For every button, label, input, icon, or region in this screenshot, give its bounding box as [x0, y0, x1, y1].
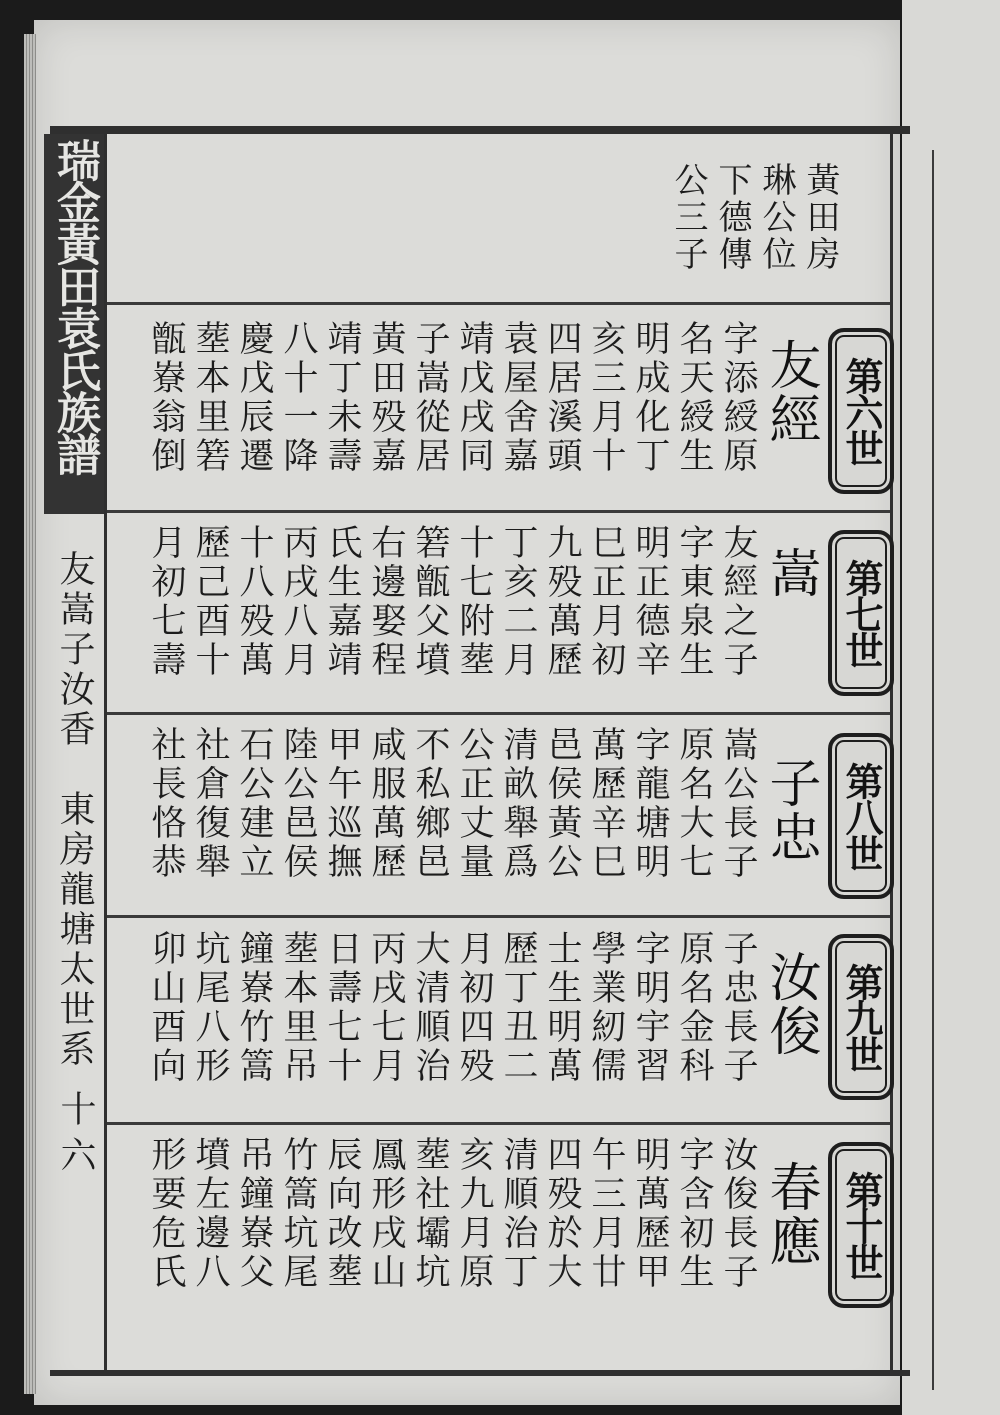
entry-column: 亥九月原 [454, 1136, 494, 1292]
entry-column: 月初七壽 [146, 524, 186, 680]
header-note-line: 琳公位 [756, 162, 796, 273]
person-name: 嵩 [760, 546, 820, 600]
row-divider [107, 915, 890, 918]
generation-badge: 第六世 [828, 328, 894, 494]
entry-column: 字東泉生 [674, 524, 714, 680]
entry-column: 吊鐘嶚父 [234, 1136, 274, 1292]
entry-column: 巳正月初 [586, 524, 626, 680]
header-note-line: 下德傳 [712, 162, 752, 273]
entry-column: 四殁於大 [542, 1136, 582, 1292]
entry-column: 慶戊辰遷 [234, 320, 274, 476]
margin-entry: 友嵩子汝香 [54, 550, 95, 750]
book-title: 瑞金黃田袁氏族譜 [49, 138, 100, 474]
entry-column: 丙戌七月 [366, 930, 406, 1086]
entry-column: 墳左邊八 [190, 1136, 230, 1292]
header-note [666, 162, 842, 273]
person-name: 春應 [760, 1160, 820, 1268]
row-divider [107, 302, 890, 305]
entry-column: 咸服萬歷 [366, 726, 406, 882]
frame-top-border [50, 126, 910, 134]
entry-column: 塟本里箬 [190, 320, 230, 476]
entry-column: 甲午巡撫 [322, 726, 362, 882]
entry-column: 大清順治 [410, 930, 450, 1086]
entry-column: 名天綬生 [674, 320, 714, 476]
entry-column: 子忠長子 [718, 930, 758, 1086]
frame-left-border [104, 126, 107, 1376]
generation-entry [144, 930, 820, 1115]
entry-column: 明成化丁 [630, 320, 670, 476]
margin-section: 東房龍塘太世系 [54, 790, 95, 1070]
book-title-band [44, 134, 104, 514]
entry-column: 士生明萬 [542, 930, 582, 1086]
entry-column: 字明宇習 [630, 930, 670, 1086]
entry-column: 靖丁未壽 [322, 320, 362, 476]
entry-column: 竹篙坑尾 [278, 1136, 318, 1292]
entry-column: 學業紉儒 [586, 930, 626, 1086]
entry-column: 不私鄉邑 [410, 726, 450, 882]
entry-column: 塟本里吊 [278, 930, 318, 1086]
row-divider [107, 712, 890, 715]
entry-column: 辰向改塟 [322, 1136, 362, 1292]
entry-column: 字龍塘明 [630, 726, 670, 882]
entry-column: 萬歷辛巳 [586, 726, 626, 882]
generation-badge: 第九世 [828, 934, 894, 1100]
entry-column: 坑尾八形 [190, 930, 230, 1086]
entry-column: 鳳形戌山 [366, 1136, 406, 1292]
entry-column: 月初四殁 [454, 930, 494, 1086]
entry-column: 右邊娶程 [366, 524, 406, 680]
entry-column: 明正德辛 [630, 524, 670, 680]
entry-column: 子嵩從居 [410, 320, 450, 476]
generation-badge: 第八世 [828, 733, 894, 899]
entry-column: 八十一降 [278, 320, 318, 476]
entry-column: 友經之子 [718, 524, 758, 680]
header-note-line: 公三子 [668, 162, 708, 273]
entry-column: 塟社壩坑 [410, 1136, 450, 1292]
entry-column: 原名大七 [674, 726, 714, 882]
entry-column: 社倉復舉 [190, 726, 230, 882]
entry-column: 汝俊長子 [718, 1136, 758, 1292]
entry-column: 清畝舉爲 [498, 726, 538, 882]
page-stack-edge [24, 34, 36, 1394]
entry-column: 十七附塟 [454, 524, 494, 680]
generation-entry [144, 524, 820, 709]
entry-column: 丁亥二月 [498, 524, 538, 680]
entry-column: 丙戌八月 [278, 524, 318, 680]
entry-column: 字添綬原 [718, 320, 758, 476]
entry-column: 陸公邑侯 [278, 726, 318, 882]
entry-column: 氏生嘉靖 [322, 524, 362, 680]
entry-column: 歷丁丑二 [498, 930, 538, 1086]
entry-column: 鐘嶚竹篙 [234, 930, 274, 1086]
row-divider [107, 510, 890, 513]
row-divider [107, 1122, 890, 1125]
entry-column: 石公建立 [234, 726, 274, 882]
entry-column: 社長恪恭 [146, 726, 186, 882]
entry-column: 四居溪頭 [542, 320, 582, 476]
person-name: 子忠 [760, 756, 820, 864]
entry-column: 清順治丁 [498, 1136, 538, 1292]
entry-column: 字含初生 [674, 1136, 714, 1292]
entry-column: 甑嶚翁倒 [146, 320, 186, 476]
person-name: 汝俊 [760, 950, 820, 1058]
entry-column: 歷己酉十 [190, 524, 230, 680]
entry-column: 邑侯黃公 [542, 726, 582, 882]
generation-badge: 第七世 [828, 530, 894, 696]
entry-column: 亥三月十 [586, 320, 626, 476]
generation-entry [144, 726, 820, 911]
entry-column: 原名金科 [674, 930, 714, 1086]
entry-column: 靖戊戌同 [454, 320, 494, 476]
entry-column: 明萬歷甲 [630, 1136, 670, 1292]
entry-column: 九殁萬歷 [542, 524, 582, 680]
person-name: 友經 [760, 338, 820, 446]
generation-entry [144, 1136, 820, 1321]
generation-badge: 第十世 [828, 1142, 894, 1308]
frame-bottom-border [50, 1370, 910, 1376]
entry-column: 十八殁萬 [234, 524, 274, 680]
entry-column: 黃田殁嘉 [366, 320, 406, 476]
entry-column: 袁屋舍嘉 [498, 320, 538, 476]
entry-column: 卯山酉向 [146, 930, 186, 1086]
header-note-line: 黃田房 [800, 162, 840, 273]
entry-column: 日壽七十 [322, 930, 362, 1086]
entry-column: 形要危氏 [146, 1136, 186, 1292]
page-number: 十六 [55, 1090, 96, 1182]
generation-entry [144, 320, 820, 505]
entry-column: 午三月廿 [586, 1136, 626, 1292]
next-page-edge [902, 0, 1000, 1415]
entry-column: 公正丈量 [454, 726, 494, 882]
entry-column: 嵩公長子 [718, 726, 758, 882]
entry-column: 箬甑父墳 [410, 524, 450, 680]
